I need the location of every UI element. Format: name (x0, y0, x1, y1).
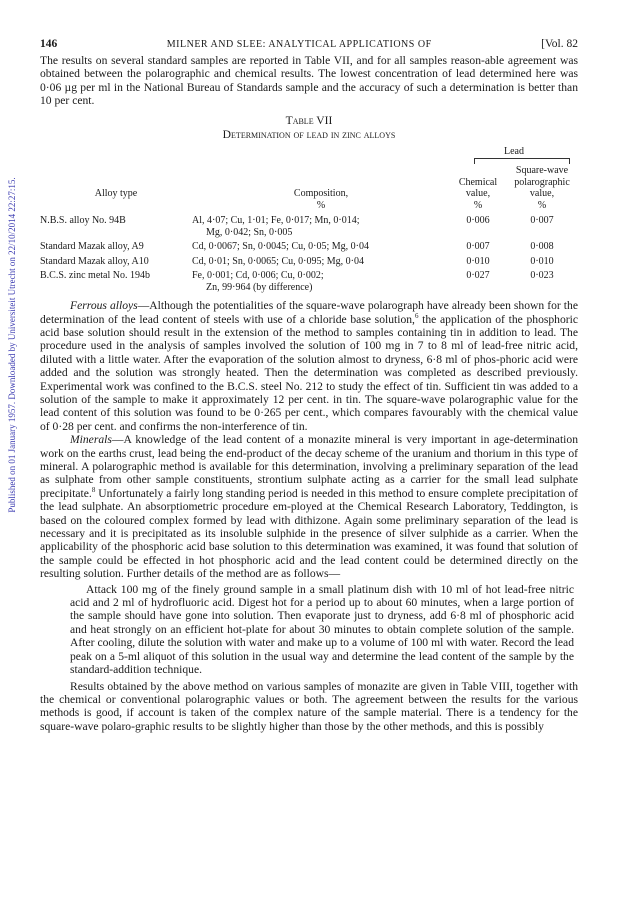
square-wave-value-cell: 0·008 (530, 241, 554, 253)
table-label: Table VII (285, 113, 333, 127)
square-wave-value-cell: 0·010 (530, 255, 554, 267)
running-header (40, 38, 578, 54)
lead-in-zinc-alloys-table (40, 146, 578, 294)
ferrous-alloys-paragraph: Ferrous alloys—Although the potentialities of the square-wave polarograph have already been shown for the determination of the lead content of steels with use of a chloride base solution,$^6$ the application of the phosphoric acid base solution should result in the extension of the method to samples containing tin in addition to lead. The procedure used in the analysis of samples involved the solution of 100 mg in 7 to 8 ml of lead-free nitric acid, diluted with a little water. After the evaporation of the solution almost to dryness, 6·8 ml of phos-phoric acid were added and the solution was strongly heated. Then the determination was completed as described previously. Experimental work was confined to the B.C.S. steel No. 212 to study the effect of tin. Sufficient tin was added to a solution of the sample to make it approximately 12 per cent. in tin. The square-wave polarographic value for the lead content of this solution was found to be 0·265 per cent., which compares favourably with the chemical value of 0·28 per cent. and confirms the non-interference of tin. (40, 299, 578, 433)
download-watermark (6, 110, 18, 580)
square-wave-value-cell: 0·007 (530, 215, 554, 227)
chemical-value-cell: 0·027 (466, 270, 490, 282)
method-procedure-text: Attack 100 mg of the finely ground sample in a small platinum dish with 10 ml of hot lead-free nitric acid and 2 ml of hydrofluoric acid. Digest hot for a period up to about 60 minutes, when a large portion of the sample should have gone into solution. Then evaporate just to dryness, add 6·8 ml of phosphoric acid and heat strongly on an efficient hot-plate for about 30 minutes to obtain complete solution of the sample. After cooling, dilute the solution with water and make up to a volume of 100 ml with water. Record the lead peak on a 5-ml aliquot of this solution in the usual way and determine the lead content of the sample by the standard-addition technique. (70, 582, 574, 677)
alloy-cell: N.B.S. alloy No. 94B (40, 215, 126, 227)
reference-6: 6 (414, 311, 419, 320)
alloy-cell: B.C.S. zinc metal No. 194b (40, 270, 150, 282)
alloy-cell: Standard Mazak alloy, A10 (40, 255, 149, 267)
col-header-alloy: Alloy type (94, 188, 138, 200)
table-title: Determination of lead in zinc alloys (222, 127, 396, 141)
composition-cell: Fe, 0·001; Cd, 0·006; Cu, 0·002; Zn, 99·964 (by difference) (192, 270, 324, 293)
table-vii (40, 146, 578, 294)
page-number: 146 (40, 38, 58, 50)
minerals-paragraph: Minerals—A knowledge of the lead content of a monazite mineral is very important in age-determination work on the earths crust, lead being the end-product of the decay scheme of the uranium and thorium in this type of mineral. A polarographic method is available for this determination, involving a preliminary separation of the lead as sulphate from other sample constituents, strontium sulphate acting as a carrier for the small lead sulphate precipitate.$^8$ Unfortunately a fairly long standing period is needed in this method to ensure complete precipitation of the lead sulphate. An absorptiometric procedure em-ployed at the Chemical Research Laboratory, Teddington, is based on the coloured complex formed by lead with dithizone. Again some preliminary separation of the lead is necessary and it is precipitated as its insoluble sulphide in the presence of silver sulphide as a carrier. When the applicability of the phosphoric acid base solution to this determination was examined, it was found that solution of the sample could be effected in hot phosphoric acid and the lead content could be determined directly on the resulting solution. Further details of the method are as follows— (40, 433, 578, 581)
composition-cell: Al, 4·07; Cu, 1·01; Fe, 0·017; Mn, 0·014; Mg, 0·042; Sn, 0·005 (192, 215, 360, 238)
composition-cell: Cd, 0·01; Sn, 0·0065; Cu, 0·095; Mg, 0·04 (192, 255, 364, 267)
results-paragraph: Results obtained by the above method on various samples of monazite are given in Table VIII, together with the chemical or conventional polarographic values or both. The agreement between the results for the various methods is good, if account is taken of the complex nature of the sample material. There is a tendency for the square-wave polaro-graphic results to be slightly higher than those by the other methods, and this is possibly (40, 679, 578, 733)
square-wave-value-cell: 0·023 (530, 270, 554, 282)
reference-8: 8 (91, 485, 96, 494)
table-row (40, 267, 578, 293)
col-header-composition: Composition, % (293, 188, 349, 211)
alloy-cell: Standard Mazak alloy, A9 (40, 241, 144, 253)
table-row (40, 238, 578, 253)
composition-cell: Cd, 0·0067; Sn, 0·0045; Cu, 0·05; Mg, 0·04 (192, 241, 369, 253)
col-header-square-wave: Square-wave polarographic value, % (514, 165, 570, 211)
lead-group-brace (474, 158, 570, 164)
journal-page (40, 38, 578, 733)
chemical-value-cell: 0·007 (466, 241, 490, 253)
lead-group-header (450, 146, 578, 166)
chemical-value-cell: 0·010 (466, 255, 490, 267)
volume-number: [Vol. 82 (541, 38, 578, 50)
chemical-value-cell: 0·006 (466, 215, 490, 227)
table-row (40, 211, 578, 238)
method-procedure (40, 583, 578, 677)
running-title: MILNER AND SLEE: ANALYTICAL APPLICATIONS OF (166, 39, 432, 50)
table-row (40, 253, 578, 268)
lead-group-label: Lead (504, 145, 524, 157)
download-watermark-text: Published on 01 January 1957. Downloaded by Universiteit Utrecht on 22/10/2014 22:27:15. (7, 177, 17, 513)
intro-paragraph: The results on several standard samples are reported in Table VII, and for all samples reason-able agreement was obtained between the polarographic and chemical results. The lowest concentration of lead determined here was 0·06 µg per ml in the National Bureau of Standards sample and the accuracy of such a determination is better than 10 per cent. (40, 54, 578, 108)
col-header-chemical: Chemical value, % (458, 176, 498, 211)
ferrous-alloys-heading: Ferrous alloys (70, 299, 138, 313)
minerals-heading: Minerals (70, 433, 112, 447)
